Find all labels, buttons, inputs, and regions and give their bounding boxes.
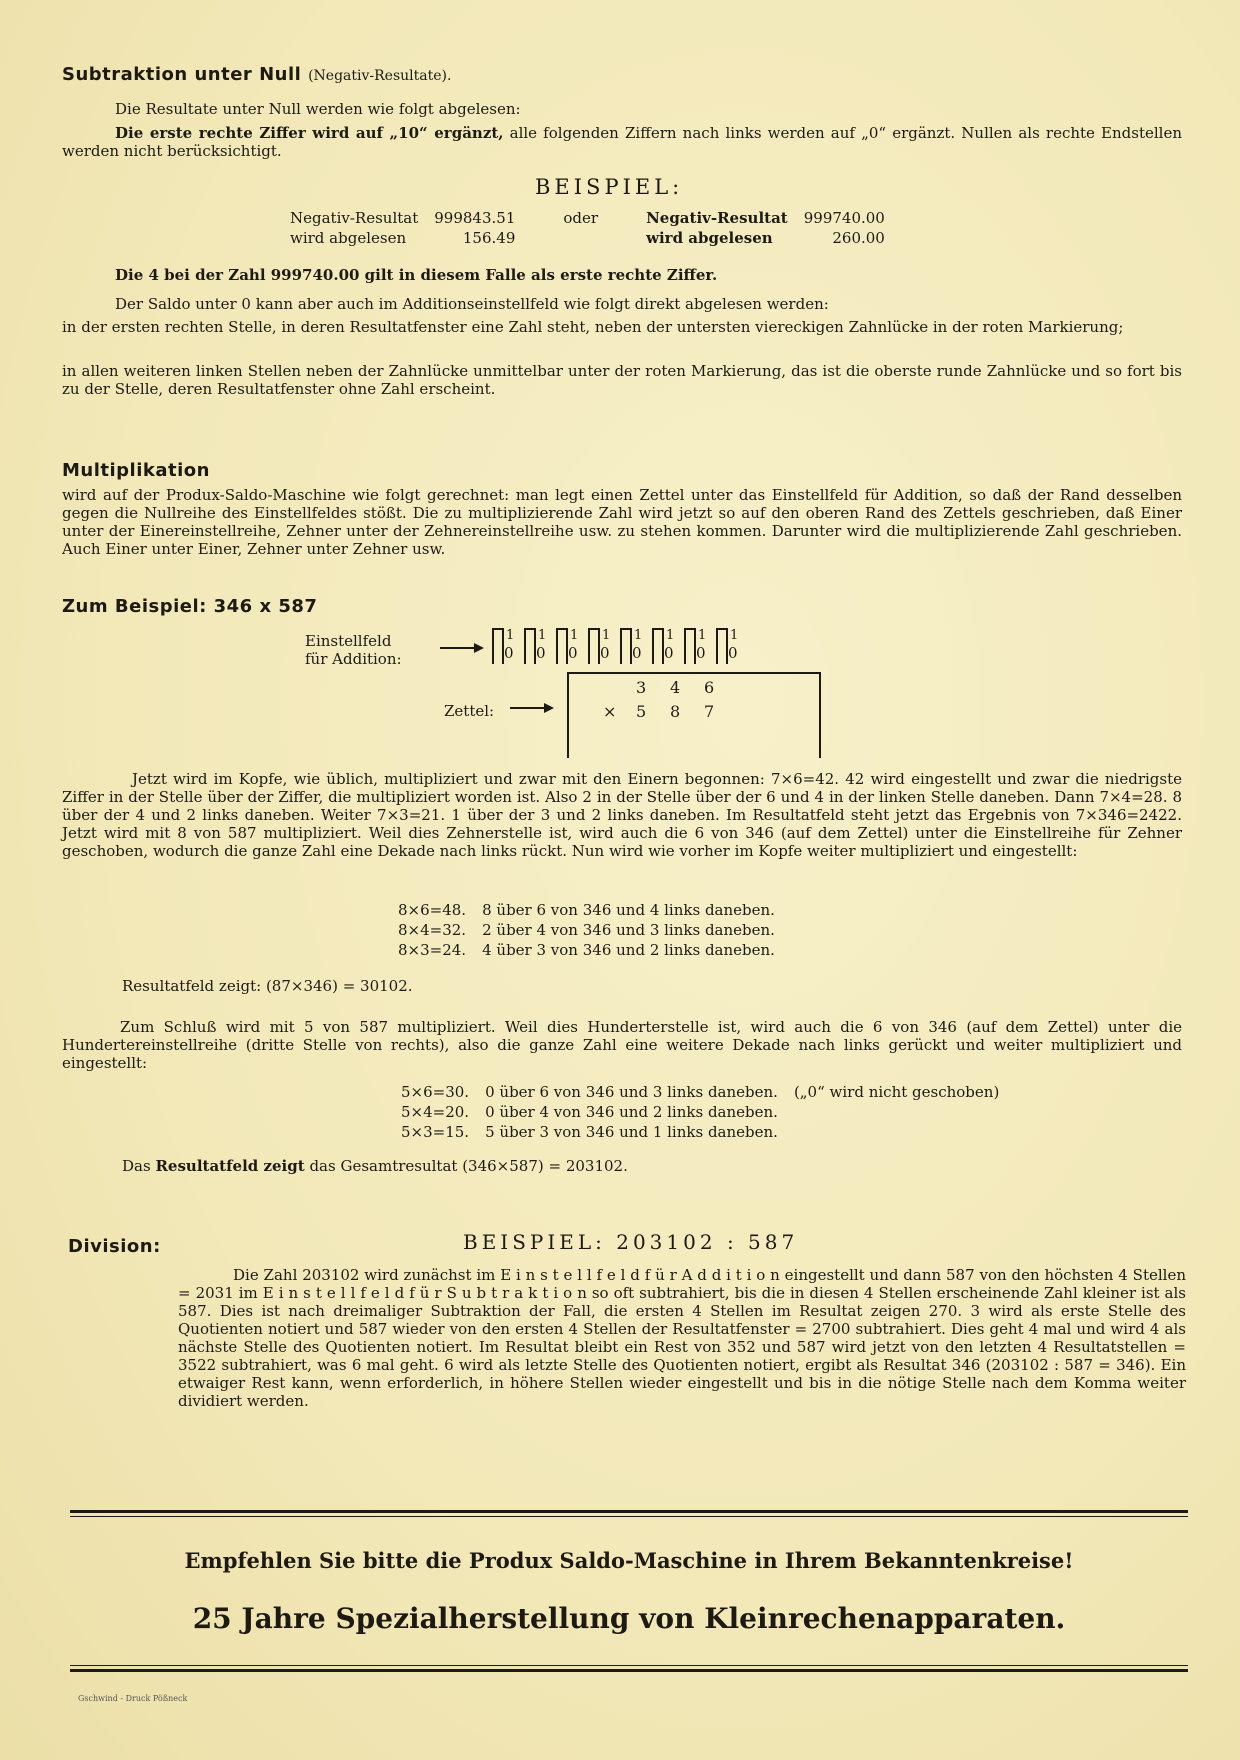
step-row	[393, 1122, 1007, 1142]
step-text: 8 über 6 von 346 und 4 links daneben.	[482, 901, 775, 919]
step-equation: 8×6=48.	[398, 901, 467, 919]
sub-paragraph-4: Der Saldo unter 0 kann aber auch im Additionseinstellfeld wie folgt direkt abgelesen werden:	[115, 295, 829, 313]
dial-bar	[556, 628, 568, 664]
step-equation: 8×4=32.	[398, 921, 467, 939]
divider-line	[70, 1669, 1188, 1672]
divider-line	[70, 1516, 1188, 1517]
dial-bar	[716, 628, 728, 664]
dial-slot	[490, 628, 522, 664]
zettel-digit: 5	[636, 702, 647, 721]
steps-five-table	[393, 1082, 1007, 1142]
dial-bar	[684, 628, 696, 664]
result-1: Resultatfeld zeigt: (87×346) = 30102.	[122, 977, 413, 995]
dial-zero: 0	[664, 644, 674, 662]
dial-zero: 0	[632, 644, 642, 662]
example-left-label-1: Negativ-Resultat	[290, 209, 419, 227]
arrow-icon	[440, 640, 485, 656]
steps-eight-table	[390, 900, 783, 960]
dial-zero: 0	[600, 644, 610, 662]
result-2-part: (346×587) = 203102.	[462, 1157, 628, 1175]
example-oder: oder	[563, 209, 599, 227]
dial-slot	[522, 628, 554, 664]
dial-slot	[682, 628, 714, 664]
step-row	[390, 940, 783, 960]
dial-one: 1	[698, 628, 707, 643]
dial-zero: 0	[536, 644, 546, 662]
example-left-value-2: 156.49	[462, 229, 516, 247]
mult-paragraph-2: Jetzt wird im Kopfe, wie üblich, multipliziert und zwar mit den Einern begonnen: 7×6=42. 42 wird eingestellt und zwar die niedrigste Ziffer in der Stelle über der Ziffer, die multipliziert worden ist. Also 2 in der Stelle über der 6 und 4 in der linken Stelle daneben. Dann 7×4=28. 8 über der 4 und 2 links daneben. Weiter 7×3=21. 1 über der 3 und 2 links daneben. Im Resultatfeld steht jetzt das Ergebnis von 7×346=2422. Jetzt wird mit 8 von 587 multipliziert. Weil dies Zehnerstelle ist, wird auch die 6 von 346 (auf dem Zettel) unter die Einstellreihe für Zehner geschoben, wodurch die ganze Zahl eine Dekade nach links rückt. Nun wird wie vorher im Kopfe weiter multipliziert und eingestellt:	[62, 770, 1182, 860]
dial-bar	[588, 628, 600, 664]
step-equation: 5×4=20.	[401, 1103, 470, 1121]
multiplication-heading: Multiplikation	[62, 460, 210, 481]
dial-zero: 0	[696, 644, 706, 662]
dial-zero: 0	[728, 644, 738, 662]
step-equation: 5×3=15.	[401, 1123, 470, 1141]
zettel-digit: 8	[670, 702, 681, 721]
dial-bar	[492, 628, 504, 664]
dial-slot	[618, 628, 650, 664]
dial-one: 1	[506, 628, 515, 643]
step-equation: 8×3=24.	[398, 941, 467, 959]
dial-bar	[620, 628, 632, 664]
sub-paragraph-5: in der ersten rechten Stelle, in deren Resultatfenster eine Zahl steht, neben der untersten viereckigen Zahnlücke in der roten Markierung;	[62, 318, 1124, 336]
step-text: 2 über 4 von 346 und 3 links daneben.	[482, 921, 775, 939]
sub-paragraph-1: Die Resultate unter Null werden wie folgt abgelesen:	[115, 100, 521, 118]
subtraction-heading-text: Subtraktion unter Null	[62, 64, 302, 85]
sub-paragraph-6: in allen weiteren linken Stellen neben der Zahnlücke unmittelbar unter der roten Markierung, das ist die oberste runde Zahnlücke und so fort bis zu der Stelle, deren Resultatfenster ohne Zahl erscheint.	[62, 362, 1182, 398]
dial-zero: 0	[568, 644, 578, 662]
dial-zero: 0	[504, 644, 514, 662]
dial-bar	[652, 628, 664, 664]
step-text: 0 über 6 von 346 und 3 links daneben.	[485, 1083, 778, 1101]
times-symbol: ×	[603, 702, 617, 721]
sub-example-table	[282, 208, 893, 248]
sub-rule-bold: Die erste rechte Ziffer wird auf „10“ ergänzt,	[115, 124, 504, 142]
dial-one: 1	[570, 628, 579, 643]
dial-bar	[524, 628, 536, 664]
dial-one: 1	[730, 628, 739, 643]
dial-slot	[650, 628, 682, 664]
arrow-icon	[510, 700, 555, 716]
result-2-part: Das	[122, 1157, 151, 1175]
sub-paragraph-2	[62, 124, 1182, 160]
result-2-part: das Gesamtresultat	[309, 1157, 458, 1175]
zettel-multiplicand	[636, 678, 738, 697]
division-paragraph: Die Zahl 203102 wird zunächst im E i n s t e l l f e l d f ü r A d d i t i o n eingestellt und dann 587 von den höchsten 4 Stellen = 2031 im E i n s t e l l f e l d f ü r S u b t r a k t i o n so oft subtrahiert, bis die in diesen 4 Stellen erscheinende Zahl kleiner ist als 587. Dies ist nach dreimaliger Subtraktion der Fall, die ersten 4 Stellen im Resultat zeigen 270. 3 wird als erste Stelle des Quotienten notiert und 587 wieder von den ersten 4 Stellen der Resultatfenster = 2700 subtrahiert. Dies geht 4 mal und wird 4 als nächste Stelle des Quotienten notiert. Im Resultat bleibt ein Rest von 352 und 587 wird jetzt von den letzten 4 Resultatstellen = 3522 subtrahiert, was 6 mal geht. 6 wird als letzte Stelle des Quotienten notiert, ergibt als Resultat 346 (203102 : 587 = 346). Ein etwaiger Rest kann, wenn erforderlich, in höhere Stellen wieder eingestellt und bis in die nötige Stelle nach dem Komma weiter dividiert werden.	[178, 1266, 1186, 1410]
footer-tagline: 25 Jahre Spezialherstellung von Kleinrechenapparaten.	[192, 1602, 1066, 1635]
result-2	[122, 1157, 628, 1175]
example-left-value-1: 999843.51	[434, 209, 516, 227]
printer-imprint: Gschwind - Druck Pößneck	[78, 1694, 188, 1703]
mult-example-heading: Zum Beispiel: 346 x 587	[62, 596, 318, 617]
division-beispiel: BEISPIEL: 203102 : 587	[463, 1230, 799, 1254]
step-row	[393, 1102, 1007, 1122]
step-text: 0 über 4 von 346 und 2 links daneben.	[485, 1103, 778, 1121]
dial-slot	[554, 628, 586, 664]
divider-line	[70, 1510, 1188, 1513]
sub-beispiel-heading: BEISPIEL:	[535, 175, 684, 199]
einstellfeld-label-line1: Einstellfeld	[305, 632, 392, 650]
step-note: („0“ wird nicht geschoben)	[793, 1083, 1000, 1101]
divider-line	[70, 1665, 1188, 1666]
step-note	[786, 1102, 1007, 1122]
zettel-digit: 3	[636, 678, 647, 697]
footer-recommendation: Empfehlen Sie bitte die Produx Saldo-Maschine in Ihrem Bekanntenkreise!	[184, 1548, 1074, 1573]
einstellfeld-label	[305, 632, 402, 668]
step-equation: 5×6=30.	[401, 1083, 470, 1101]
dial-one: 1	[634, 628, 643, 643]
zettel-digit: 6	[704, 678, 715, 697]
sub-rule-rest: alle folgenden Ziffern nach links werden auf „0“ ergänzt. Nullen als rechte Endstellen werden nicht berücksichtigt.	[62, 124, 1182, 160]
division-heading: Division:	[68, 1236, 161, 1257]
zettel-digit: 7	[704, 702, 715, 721]
mult-paragraph-3: Zum Schluß wird mit 5 von 587 multipliziert. Weil dies Hunderterstelle ist, wird auch die 6 von 346 (auf dem Zettel) unter die Hundertereinstellreihe (dritte Stelle von rechts), also die ganze Zahl eine weitere Dekade nach links gerückt und weiter multipliziert und eingestellt:	[62, 1018, 1182, 1072]
example-right-value-2: 260.00	[832, 229, 885, 247]
dial-one: 1	[666, 628, 675, 643]
step-row	[390, 920, 783, 940]
zettel-label: Zettel:	[444, 702, 495, 720]
zettel-digit: 4	[670, 678, 681, 697]
subtraction-heading	[62, 64, 451, 85]
example-right-label-1: Negativ-Resultat	[646, 209, 788, 227]
result-2-part: Resultatfeld zeigt	[155, 1157, 305, 1175]
dial-slot	[586, 628, 618, 664]
step-row	[390, 900, 783, 920]
mult-paragraph-1: wird auf der Produx-Saldo-Maschine wie folgt gerechnet: man legt einen Zettel unter das Einstellfeld für Addition, so daß der Rand desselben gegen die Nullreihe des Einstellfeldes stößt. Die zu multiplizierende Zahl wird jetzt so auf den oberen Rand des Zettels geschrieben, daß Einer unter der Einereinstellreihe, Zehner unter der Zehnereinstellreihe usw. zu stehen kommen. Darunter wird die multiplizierende Zahl geschrieben. Auch Einer unter Einer, Zehner unter Zehner usw.	[62, 486, 1182, 558]
step-text: 4 über 3 von 346 und 2 links daneben.	[482, 941, 775, 959]
sub-paragraph-3: Die 4 bei der Zahl 999740.00 gilt in diesem Falle als erste rechte Ziffer.	[115, 266, 718, 284]
dial-one: 1	[602, 628, 611, 643]
dial-one: 1	[538, 628, 547, 643]
step-row	[393, 1082, 1007, 1102]
step-note	[786, 1122, 1007, 1142]
dial-slot	[714, 628, 746, 664]
zettel-multiplier	[603, 702, 738, 721]
subtraction-heading-note: (Negativ-Resultate).	[308, 68, 452, 84]
example-left-label-2: wird abgelesen	[290, 229, 407, 247]
step-text: 5 über 3 von 346 und 1 links daneben.	[485, 1123, 778, 1141]
einstellfeld-label-line2: für Addition:	[305, 650, 402, 668]
einstellfeld-dials	[490, 628, 770, 668]
example-right-label-2: wird abgelesen	[646, 229, 773, 247]
example-right-value-1: 999740.00	[803, 209, 885, 227]
